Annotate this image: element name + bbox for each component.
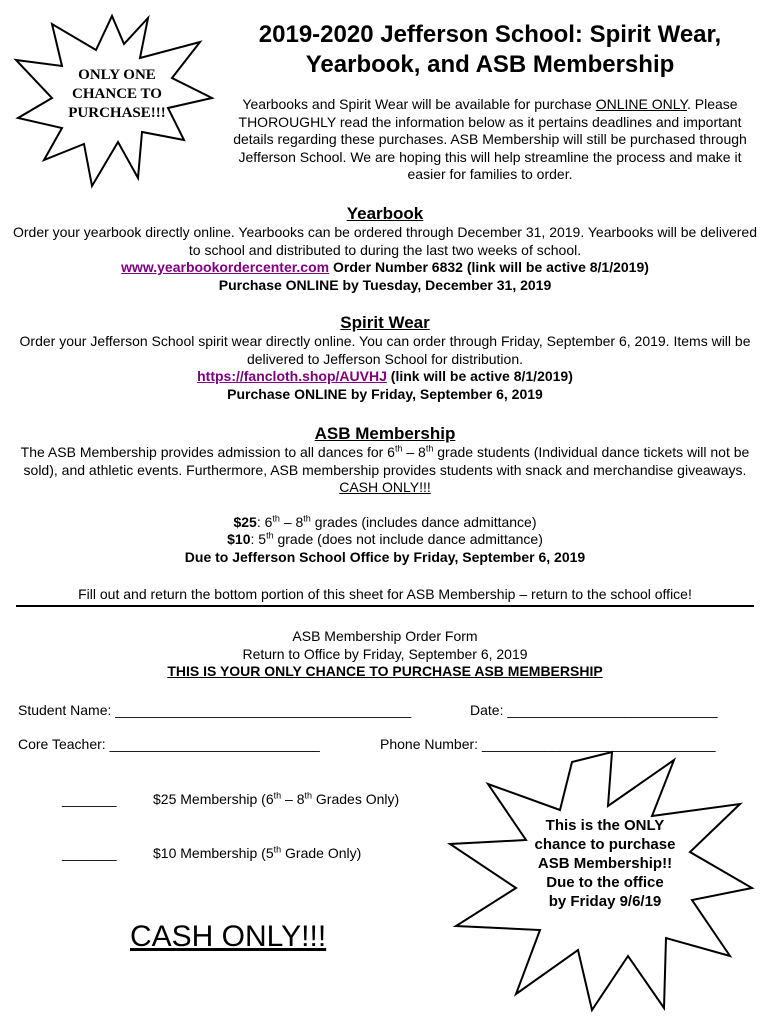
asb-price-25: $25: 6th – 8th grades (includes dance admittance) — [233, 512, 537, 530]
form-return: Return to Office by Friday, September 6, 2019 — [242, 645, 528, 662]
starburst-top-text: ONLY ONE CHANCE TO PURCHASE!!! — [68, 67, 166, 121]
asb-due: Due to Jefferson School Office by Friday, September 6, 2019 — [184, 548, 586, 565]
order-form-header — [10, 628, 760, 681]
asb-body: The ASB Membership provides admission to all dances for 6th – 8th grade students (Individual dance tickets will not be sold), and athletic events. Furthermore, ASB membership provides students with snack and merchandise giveaways. CASH ONLY!!! — [20, 443, 750, 495]
yearbook-link[interactable]: www.yearbookordercenter.com — [121, 259, 330, 275]
asb-price-10: $10: 5th grade (does not include dance admittance) — [227, 530, 543, 547]
yearbook-deadline: Purchase ONLINE by Tuesday, December 31, 2019 — [218, 276, 552, 293]
form-divider — [16, 605, 754, 607]
asb-heading: ASB Membership — [314, 424, 456, 443]
asb-section — [10, 424, 760, 604]
starburst-bottom-text: This is the ONLY chance to purchase ASB Membership!! Due to the office by Friday 9/6/19 — [534, 817, 676, 910]
membership-25-blank[interactable]: _______ — [62, 791, 117, 807]
date-field[interactable]: Date: ___________________________ — [470, 702, 718, 718]
spirit-wear-body: Order your Jefferson School spirit wear directly online. You can order through Friday, September 6, 2019. Items will be delivered to Jefferson School for distribution. — [19, 333, 751, 367]
spirit-wear-link-note: (link will be active 8/1/2019) — [386, 368, 573, 384]
yearbook-heading: Yearbook — [346, 204, 424, 223]
form-title: ASB Membership Order Form — [292, 628, 478, 644]
cash-only-notice: CASH ONLY!!! — [130, 920, 327, 953]
phone-number-field[interactable]: Phone Number: ______________________________ — [380, 736, 716, 752]
asb-instruction: Fill out and return the bottom portion of this sheet for ASB Membership – return to the school office! — [78, 586, 692, 602]
membership-25-option: $25 Membership (6th – 8th Grades Only) — [153, 790, 400, 807]
yearbook-order-number: Order Number 6832 (link will be active 8/1/2019) — [329, 259, 649, 275]
core-teacher-field[interactable]: Core Teacher: ___________________________ — [18, 736, 320, 752]
page-title: 2019-2020 Jefferson School: Spirit Wear, Yearbook, and ASB Membership — [258, 21, 722, 78]
membership-10-blank[interactable]: _______ — [62, 845, 117, 861]
form-chance: THIS IS YOUR ONLY CHANCE TO PURCHASE ASB MEMBERSHIP — [167, 663, 603, 679]
student-name-field[interactable]: Student Name: ______________________________________ — [18, 702, 412, 718]
yearbook-section — [10, 204, 760, 294]
yearbook-body: Order your yearbook directly online. Yearbooks can be ordered through December 31, 2019. Yearbooks will be delivered to school and distributed to during the last two weeks of school. — [12, 224, 758, 258]
spirit-wear-heading: Spirit Wear — [340, 313, 430, 332]
intro-paragraph: Yearbooks and Spirit Wear will be available for purchase ONLINE ONLY. Please THOROUGHLY read the information below as it pertains deadlines and important details regarding these purchases. ASB Membership will still be purchased through Jefferson School. We are hoping this will help streamline the process and make it easier for families to order. — [233, 96, 747, 182]
membership-10-option: $10 Membership (5th Grade Only) — [153, 844, 362, 861]
spirit-wear-link[interactable]: https://fancloth.shop/AUVHJ — [197, 368, 387, 384]
spirit-wear-section — [10, 313, 760, 403]
spirit-wear-deadline: Purchase ONLINE by Friday, September 6, 2019 — [227, 385, 543, 402]
